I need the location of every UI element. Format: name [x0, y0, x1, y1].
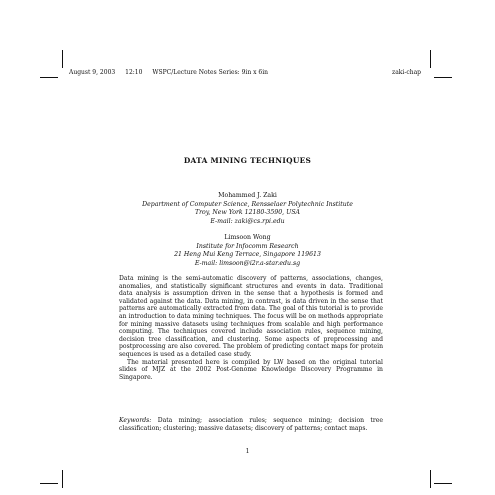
crop-mark-bottom-left-h [40, 483, 58, 484]
author-address: Troy, New York 12180-3590, USA [194, 209, 301, 216]
crop-mark-top-right-h [434, 77, 452, 78]
author-address: 21 Heng Mui Keng Terrace, Singapore 119613 [174, 251, 321, 258]
author-block-1 [0, 192, 495, 226]
author-email: E-mail: zaki@cs.rpi.edu [210, 217, 285, 225]
abstract [119, 275, 383, 381]
crop-mark-bottom-right-v [430, 470, 431, 488]
author-block-2 [0, 234, 495, 268]
crop-mark-bottom-right-h [434, 483, 452, 484]
header-time: 12:10 [125, 69, 143, 76]
author-name: Mohammed J. Zaki [218, 192, 277, 199]
author-email: E-mail: limsoon@i2r.a-star.edu.sg [194, 259, 301, 267]
header-running-head: zaki-chap [392, 69, 421, 76]
running-header [69, 69, 421, 76]
crop-mark-top-left-h [40, 77, 58, 78]
crop-mark-bottom-left-v [62, 470, 63, 488]
abstract-paragraph-2: The material presented here is compiled by LW based on the original tutorial slides of MJZ at the 2002 Post-Genome Knowledge Discovery Programme in Singapore. [119, 358, 383, 381]
keywords-label: Keywords: [119, 417, 152, 424]
crop-mark-top-left-v [62, 50, 63, 68]
header-left [69, 69, 276, 76]
header-date: August 9, 2003 [69, 69, 116, 76]
header-series: WSPC/Lecture Notes Series: 9in x 6in [152, 69, 268, 76]
crop-mark-top-right-v [430, 50, 431, 68]
abstract-paragraph-1: Data mining is the semi-automatic discovery of patterns, associations, changes, anomalies, and statistically significant structures and events in data. Traditional data analysis is assumption driven in the sense that a hypothesis is formed and validated against the data. Data mining, in contrast, is data driven in the sense that patterns are automatically extracted from data. The goal of this tutorial is to provide an introduction to data mining techniques. The focus will be on methods appropriate for mining massive datasets using techniques from scalable and high performance computing. The techniques covered include association rules, sequence mining, decision tree classification, and clustering. Some aspects of preprocessing and postprocessing are also covered. The problem of predicting contact maps for protein sequences is used as a detailed case study. [119, 275, 383, 358]
page-number: 1 [245, 448, 250, 455]
keywords [119, 417, 383, 432]
author-name: Limsoon Wong [224, 234, 271, 241]
author-affiliation: Institute for Infocomm Research [196, 242, 299, 250]
author-affiliation: Department of Computer Science, Rensselaer Polytechnic Institute [142, 200, 353, 208]
paper-title: DATA MINING TECHNIQUES [183, 156, 312, 165]
keywords-text: Data mining; association rules; sequence mining; decision tree classification; clustering; massive datasets; discovery of patterns; contact maps. [119, 417, 384, 432]
